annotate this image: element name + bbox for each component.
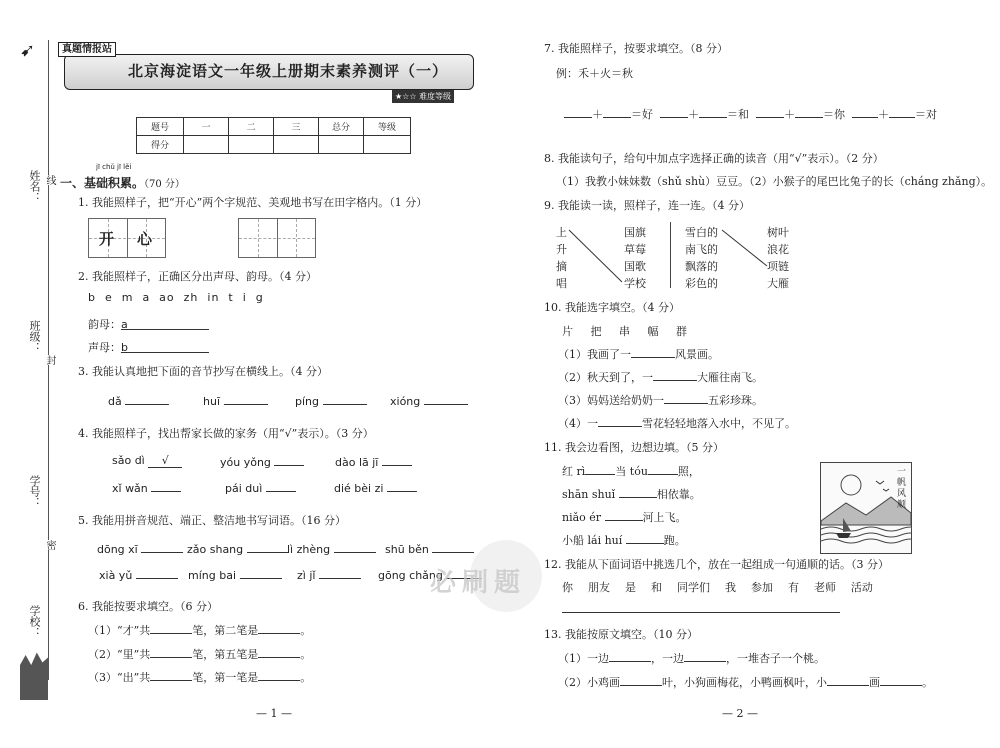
score-header-cell: 总分 [319,118,364,136]
syllable-item: xióng [390,393,468,408]
match-item[interactable]: 草莓 [624,243,646,256]
page-title: 北京海淀语文一年级上册期末素养测评（一） [128,62,449,80]
pronunciation-line: （1）我教小妹妹数（shǔ shù）豆豆。（2）小猴子的尾巴比兔子的长（cháng zhǎng）。 [556,175,993,188]
word-item: zǎo shang [187,541,289,556]
word-item: xià yǔ [99,567,178,582]
watermark-text: 必刷题 [430,568,527,598]
decor-silhouette [20,650,48,700]
page-number-2: — 2 — [722,707,758,720]
match-item[interactable]: 唱 [556,277,567,290]
letters-list: b e m a ao zh in t i g [88,291,264,304]
question-8: 8. 我能读句子，给句中加点字选择正确的读音（用“√”表示）。（2 分） [544,152,884,165]
compose-item: ＋ ＝你 [756,106,845,122]
match-item[interactable]: 摘 [556,260,567,273]
shengmu-line: 声母：b [88,339,209,355]
compose-item: ＋ ＝和 [660,106,749,122]
question-12: 12. 我能从下面词语中挑选几个，放在一起组成一句通顺的话。（3 分） [544,558,889,571]
matching-lines [540,220,820,295]
match-item[interactable]: 浪花 [767,243,789,256]
match-item[interactable]: 国歌 [624,260,646,273]
score-cell[interactable] [274,136,319,154]
chore-item: pái duì [225,480,296,495]
word-item: shū běn [385,541,474,556]
chore-item: sǎo dì √ [112,454,182,468]
tian-grid-answer[interactable] [238,218,316,258]
word-item: dōng xī [97,541,183,556]
shengmu-answer[interactable]: b [121,341,209,353]
compose-item: ＋ ＝好 [564,106,653,122]
syllable-item: píng [295,393,367,408]
chore-item: yóu yǒng [220,454,304,469]
poem-line: 小船 lái huí 跑。 [562,534,686,547]
score-cell[interactable] [229,136,274,154]
poem-line: niǎo ér 河上飞。 [562,511,687,524]
question-11: 11. 我会边看图，边想边填。（5 分） [544,441,724,454]
match-item[interactable]: 飘落的 [685,260,718,273]
word-item: zì jǐ [297,567,361,582]
word-item: míng bai [188,567,282,582]
poem-line: 红 rì 当 tóu 照， [562,465,700,478]
fill-line: （1）我画了一 风景画。 [558,348,719,361]
sample-char: 开 [99,230,115,248]
student-id-label: 学号： [28,475,41,508]
question-5: 5. 我能用拼音规范、端正、整洁地书写词语。（16 分） [78,514,346,527]
score-cell[interactable] [364,136,411,154]
yunmu-answer[interactable]: a [121,318,209,330]
fill-line: （3）妈妈送给奶奶一 五彩珍珠。 [558,394,763,407]
word-item: gōng chǎng [378,567,482,582]
measure-words: 片 把 串 幅 群 [562,325,687,338]
chore-item: xǐ wǎn [112,480,181,495]
match-item[interactable]: 项链 [767,260,789,273]
match-item[interactable]: 学校 [624,277,646,290]
stroke-line: （1）“才”共 笔，第二笔是 。 [88,624,312,637]
chore-item: dié bèi zi [334,480,417,495]
decor-arrow-icon: ➹ [20,40,36,61]
example-line: 例：禾＋火＝秋 [556,67,633,80]
match-item[interactable]: 彩色的 [685,277,718,290]
school-label: 学校： [28,605,41,638]
question-3: 3. 我能认真地把下面的音节抄写在横线上。（4 分） [78,365,328,378]
tian-grid-sample [88,218,166,258]
match-item[interactable]: 国旗 [624,226,646,239]
compose-item: ＋ ＝对 [852,106,937,122]
recite-line: （1）一边 ，一边 ，一堆杏子一个桃。 [558,652,825,665]
match-line [569,230,622,282]
yunmu-line: 韵母：a [88,316,209,332]
picture-caption: 一帆风顺 [897,467,907,510]
sailing-picture [820,462,912,554]
score-cell[interactable] [184,136,229,154]
fill-line: （4）一 雪花轻轻地落入水中，不见了。 [558,417,796,430]
page-number-1: — 1 — [256,707,292,720]
question-13: 13. 我能按原文填空。（10 分） [544,628,698,641]
match-item[interactable]: 南飞的 [685,243,718,256]
score-header-cell: 三 [274,118,319,136]
fill-line: （2）秋天到了，一 大雁往南飞。 [558,371,763,384]
difficulty-badge: ★☆☆ 难度等级 [392,90,454,103]
name-label: 姓名： [28,170,41,203]
question-9: 9. 我能读一读，照样子，连一连。（4 分） [544,199,750,212]
stroke-line: （3）“出”共 笔，第一笔是 。 [88,671,312,684]
class-label: 班级： [28,320,41,353]
exam-tag: 真题情报站 [58,42,116,57]
stroke-line: （2）“里”共 笔，第五笔是 。 [88,648,312,661]
question-2: 2. 我能照样子，正确区分出声母、韵母。（4 分） [78,270,317,283]
syllable-item: huī [203,393,268,408]
syllable-item: dǎ [108,393,169,408]
match-item[interactable]: 大雁 [767,277,789,290]
seal-mark: 封 [44,355,55,365]
match-line [722,230,767,266]
section-title: 一、基础积累。（70 分） [60,176,185,190]
seal-line-mark: 线 [44,175,55,185]
match-item[interactable]: 雪白的 [685,226,718,239]
question-4: 4. 我能照样子，找出帮家长做的家务（用“√”表示）。（3 分） [78,427,374,440]
match-item[interactable]: 上 [556,226,567,239]
secret-mark: 密 [44,540,55,550]
column-divider [670,222,671,288]
match-item[interactable]: 升 [556,243,567,256]
section-pinyin: jī chǔ jī lěi [96,163,132,171]
question-7: 7. 我能照样子，按要求填空。（8 分） [544,42,728,55]
chore-item: dào lā jī [335,454,412,469]
score-header-cell: 二 [229,118,274,136]
score-table [136,117,411,154]
score-header-cell: 等级 [364,118,411,136]
score-header-cell: 一 [184,118,229,136]
sample-char: 心 [137,230,153,248]
sentence-answer-line[interactable] [562,612,840,613]
poem-line: shān shuǐ 相依靠。 [562,488,701,501]
score-cell[interactable] [319,136,364,154]
question-10: 10. 我能选字填空。（4 分） [544,301,680,314]
score-header-cell: 题号 [137,118,184,136]
word-bank: 你 朋友 是 和 同学们 我 参加 有 老师 活动 [562,581,873,594]
score-row-label: 得分 [137,136,184,154]
word-item: lì zhèng [287,541,376,556]
question-6: 6. 我能按要求填空。（6 分） [78,600,218,613]
question-1: 1. 我能照样子，把“开心”两个字规范、美观地书写在田字格内。（1 分） [78,196,428,209]
match-item[interactable]: 树叶 [767,226,789,239]
recite-line: （2）小鸡画 叶，小狗画梅花，小鸭画枫叶，小 画 。 [558,676,933,689]
